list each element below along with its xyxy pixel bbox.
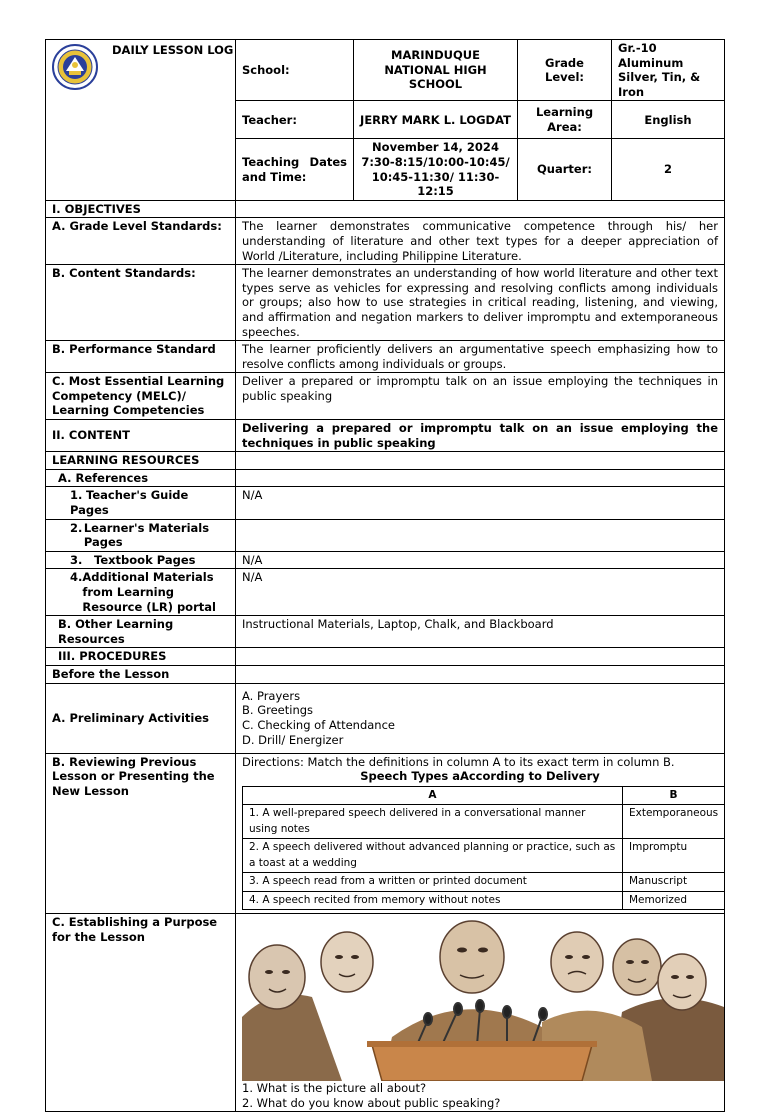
purpose-cell xyxy=(236,914,725,1112)
definition-cell: 3. A speech read from a written or printed document xyxy=(243,873,623,892)
objectives-heading-blank xyxy=(236,200,725,218)
grade-label: Grade Level: xyxy=(518,40,612,101)
purpose-question: 1. What is the picture all about? xyxy=(242,1081,427,1096)
table-row xyxy=(243,873,725,892)
preliminary-label: A. Preliminary Activities xyxy=(46,683,236,753)
speech-types-table xyxy=(242,786,725,911)
header-logo-cell xyxy=(46,40,236,201)
preliminary-item: D. Drill/ Energizer xyxy=(242,732,344,747)
teachers-guide-label xyxy=(46,487,236,519)
grade-standards-label: A. Grade Level Standards: xyxy=(46,218,236,265)
learners-materials-value xyxy=(236,519,725,551)
definition-cell: 1. A well-prepared speech delivered in a conversational manner using notes xyxy=(243,805,623,839)
lesson-log-page xyxy=(45,39,724,1112)
additional-materials-label xyxy=(46,569,236,616)
teachers-guide-text: Teacher's Guide Pages xyxy=(70,488,189,518)
purpose-label: C. Establishing a Purpose for the Lesson xyxy=(46,914,236,1112)
reviewing-cell xyxy=(236,753,725,914)
grade-standards-text: The learner demonstrates communicative competence through his/ her understanding of literature and other text types for a deeper appreciation of World /Literature, including Philippine Literature. xyxy=(236,218,725,265)
definition-cell: 2. A speech delivered without advanced planning or practice, such as a toast at a wedding xyxy=(243,839,623,873)
before-lesson-blank xyxy=(236,665,725,683)
table-row xyxy=(243,839,725,873)
preliminary-item: B. Greetings xyxy=(242,703,314,718)
time-label xyxy=(236,139,354,200)
date-time-cell xyxy=(354,139,518,200)
objectives-heading: I. OBJECTIVES xyxy=(46,200,236,218)
school-value: MARINDUQUE NATIONAL HIGH SCHOOL xyxy=(354,40,518,101)
area-value: English xyxy=(612,101,725,139)
preliminary-list xyxy=(236,683,725,753)
teacher-value: JERRY MARK L. LOGDAT xyxy=(354,101,518,139)
table-row xyxy=(243,891,725,910)
melc-text: Deliver a prepared or impromptu talk on an issue employing the techniques in public speaking xyxy=(236,373,725,420)
learners-materials-text: Learner's Materials Pages xyxy=(83,520,210,550)
teacher-label: Teacher: xyxy=(236,101,354,139)
time-value: 7:30-8:15/10:00-10:45/ 10:45-11:30/ 11:30-12:15 xyxy=(361,154,510,199)
procedures-heading: III. PROCEDURES xyxy=(46,648,236,666)
resources-heading: LEARNING RESOURCES xyxy=(46,452,236,470)
teachers-guide-value: N/A xyxy=(236,487,725,519)
preliminary-item: C. Checking of Attendance xyxy=(242,718,395,733)
preliminary-item: A. Prayers xyxy=(242,688,301,703)
term-cell: Manuscript xyxy=(623,873,725,892)
procedures-heading-blank xyxy=(236,648,725,666)
additional-materials-num: 4. xyxy=(70,570,83,585)
date-value: November 14, 2024 xyxy=(372,140,499,155)
references-label: A. References xyxy=(46,469,236,487)
purpose-question: 2. What do you know about public speaking? xyxy=(242,1095,501,1110)
deped-seal-icon xyxy=(52,44,98,90)
quarter-value: 2 xyxy=(612,139,725,200)
column-a-header: A xyxy=(243,786,623,805)
speech-types-title: Speech Types aAccording to Delivery xyxy=(360,769,600,784)
learners-materials-label xyxy=(46,519,236,551)
performance-standard-label: B. Performance Standard xyxy=(46,341,236,373)
teachers-guide-num: 1. xyxy=(70,488,83,503)
learners-materials-num: 2. xyxy=(70,520,83,535)
area-label: Learning Area: xyxy=(518,101,612,139)
textbook-value: N/A xyxy=(236,551,725,569)
reviewing-directions: Directions: Match the definitions in column A to its exact term in column B. xyxy=(242,754,675,769)
term-cell: Memorized xyxy=(623,891,725,910)
melc-label: C. Most Essential Learning Competency (MELC)/ Learning Competencies xyxy=(46,373,236,420)
additional-materials-value: N/A xyxy=(236,569,725,616)
content-label: II. CONTENT xyxy=(46,420,236,452)
table-row xyxy=(243,805,725,839)
school-label: School: xyxy=(236,40,354,101)
textbook-text: Textbook Pages xyxy=(94,552,196,567)
before-lesson-label: Before the Lesson xyxy=(46,665,236,683)
term-cell: Extemporaneous xyxy=(623,805,725,839)
textbook-label xyxy=(46,551,236,569)
content-standards-text: The learner demonstrates an understanding of how world literature and other text types serve as vehicles for expressing and resolving conflicts among individuals or groups; also how to use strategies in critical reading, listening, and viewing, and affirmation and negation markers to deliver impromptu and extemporaneous speeches. xyxy=(236,265,725,341)
page-title: DAILY LESSON LOG xyxy=(112,43,234,57)
textbook-num: 3. xyxy=(70,552,83,567)
additional-materials-text: Additional Materials from Learning Resource (LR) portal xyxy=(82,570,216,614)
content-text: Delivering a prepared or impromptu talk on an issue employing the techniques in public speaking xyxy=(236,420,725,452)
definition-cell: 4. A speech recited from memory without notes xyxy=(243,891,623,910)
quarter-label: Quarter: xyxy=(518,139,612,200)
lesson-log-table xyxy=(45,39,725,1112)
references-blank xyxy=(236,469,725,487)
other-resources-value: Instructional Materials, Laptop, Chalk, and Blackboard xyxy=(236,616,725,648)
resources-heading-blank xyxy=(236,452,725,470)
reviewing-label: B. Reviewing Previous Lesson or Presenting the New Lesson xyxy=(46,753,236,914)
other-resources-label: B. Other Learning Resources xyxy=(46,616,236,648)
masked-speakers-illustration xyxy=(242,917,724,1081)
content-standards-label: B. Content Standards: xyxy=(46,265,236,341)
time-label-text: Teaching Dates and Time: xyxy=(242,154,347,184)
column-b-header: B xyxy=(623,786,725,805)
performance-standard-text: The learner proficiently delivers an argumentative speech emphasizing how to resolve conflicts among individuals or groups. xyxy=(236,341,725,373)
term-cell: Impromptu xyxy=(623,839,725,873)
grade-value: Gr.-10 Aluminum Silver, Tin, & Iron xyxy=(612,40,725,101)
